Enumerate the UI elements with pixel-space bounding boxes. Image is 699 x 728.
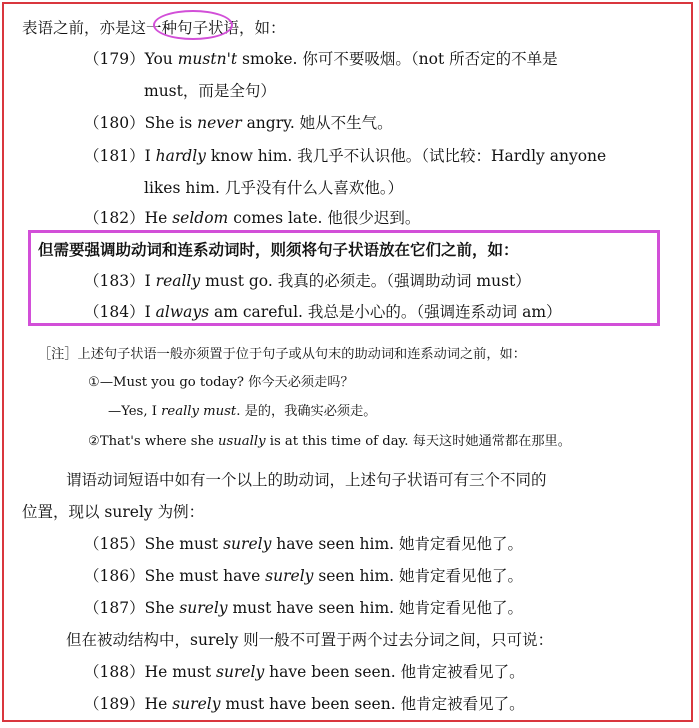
adverb-italic: usually: [218, 434, 266, 449]
example-number: （189）: [84, 695, 145, 713]
example-number: （182）: [84, 209, 145, 227]
note-line-3: —Yes, I really must. 是的，我确实必须走。: [108, 404, 377, 419]
example-183: （183）I really must go. 我真的必须走。（强调助动词 must）: [84, 272, 531, 290]
example-184: （184）I always am careful. 我总是小心的。（强调连系动词 am）: [84, 303, 562, 321]
example-number: （184）: [84, 303, 145, 321]
adverb-italic: mustn't: [177, 50, 238, 68]
adverb-italic: hardly: [155, 147, 206, 165]
adverb-italic: surely: [223, 535, 272, 553]
note-line-2: ①—Must you go today? 你今天必须走吗？: [88, 375, 354, 390]
adverb-italic: always: [155, 303, 210, 321]
example-number: （187）: [84, 599, 145, 617]
adverb-italic: surely: [265, 567, 314, 585]
example-number: （183）: [84, 272, 145, 290]
note-line-1: ［注］上述句子状语一般亦须置于位于句子或从句末的助动词和连系动词之前，如：: [38, 347, 526, 362]
intro-suffix: ，如：: [239, 19, 286, 37]
example-number: （179）: [84, 50, 145, 68]
example-188: （188）He must surely have been seen. 他肯定被看见了。: [84, 663, 525, 681]
adverb-italic: surely: [216, 663, 265, 681]
example-180: （180）She is never angry. 她从不生气。: [84, 114, 393, 132]
example-179: （179）You mustn't smoke. 你可不要吸烟。（not 所否定的不单是: [84, 50, 558, 68]
example-number: （186）: [84, 567, 145, 585]
adverb-italic: surely: [179, 599, 228, 617]
example-number: （185）: [84, 535, 145, 553]
example-181: （181）I hardly know him. 我几乎不认识他。（试比较：Hardly anyone: [84, 147, 607, 165]
circled-term: 句子状语: [177, 19, 240, 37]
example-189: （189）He surely must have been seen. 他肯定被看见了。: [84, 695, 525, 713]
adverb-italic: really must: [161, 404, 237, 419]
example-179-continued: must，而是全句）: [144, 82, 276, 100]
example-187: （187）She surely must have seen him. 她肯定看见他了。: [84, 599, 524, 617]
adverb-italic: really: [155, 272, 201, 290]
circle-highlight: [153, 10, 233, 40]
example-number: （188）: [84, 663, 145, 681]
example-number: （181）: [84, 147, 145, 165]
example-185: （185）She must surely have seen him. 她肯定看见他了。: [84, 535, 524, 553]
passive-note: 但在被动结构中，surely 则一般不可置于两个过去分词之间，只可说：: [66, 631, 554, 649]
adverb-italic: never: [197, 114, 242, 132]
document-page: [2, 2, 693, 722]
example-182: （182）He seldom comes late. 他很少迟到。: [84, 209, 421, 227]
paragraph-line-1: 谓语动词短语中如有一个以上的助动词，上述句子状语可有三个不同的: [66, 471, 547, 489]
example-number: （180）: [84, 114, 145, 132]
intro-prefix: 表语之前，亦是这一种: [22, 19, 178, 37]
paragraph-line-2: 位置，现以 surely 为例：: [22, 503, 205, 521]
example-186: （186）She must have surely seen him. 她肯定看见他了。: [84, 567, 524, 585]
box-heading: 但需要强调助动词和连系动词时，则须将句子状语放在它们之前，如：: [38, 240, 519, 259]
example-181-continued: likes him. 几乎没有什么人喜欢他。）: [144, 179, 404, 197]
adverb-italic: seldom: [172, 209, 229, 227]
adverb-italic: surely: [172, 695, 221, 713]
note-line-4: ②That's where she usually is at this time of day. 每天这时她通常都在那里。: [88, 434, 571, 449]
